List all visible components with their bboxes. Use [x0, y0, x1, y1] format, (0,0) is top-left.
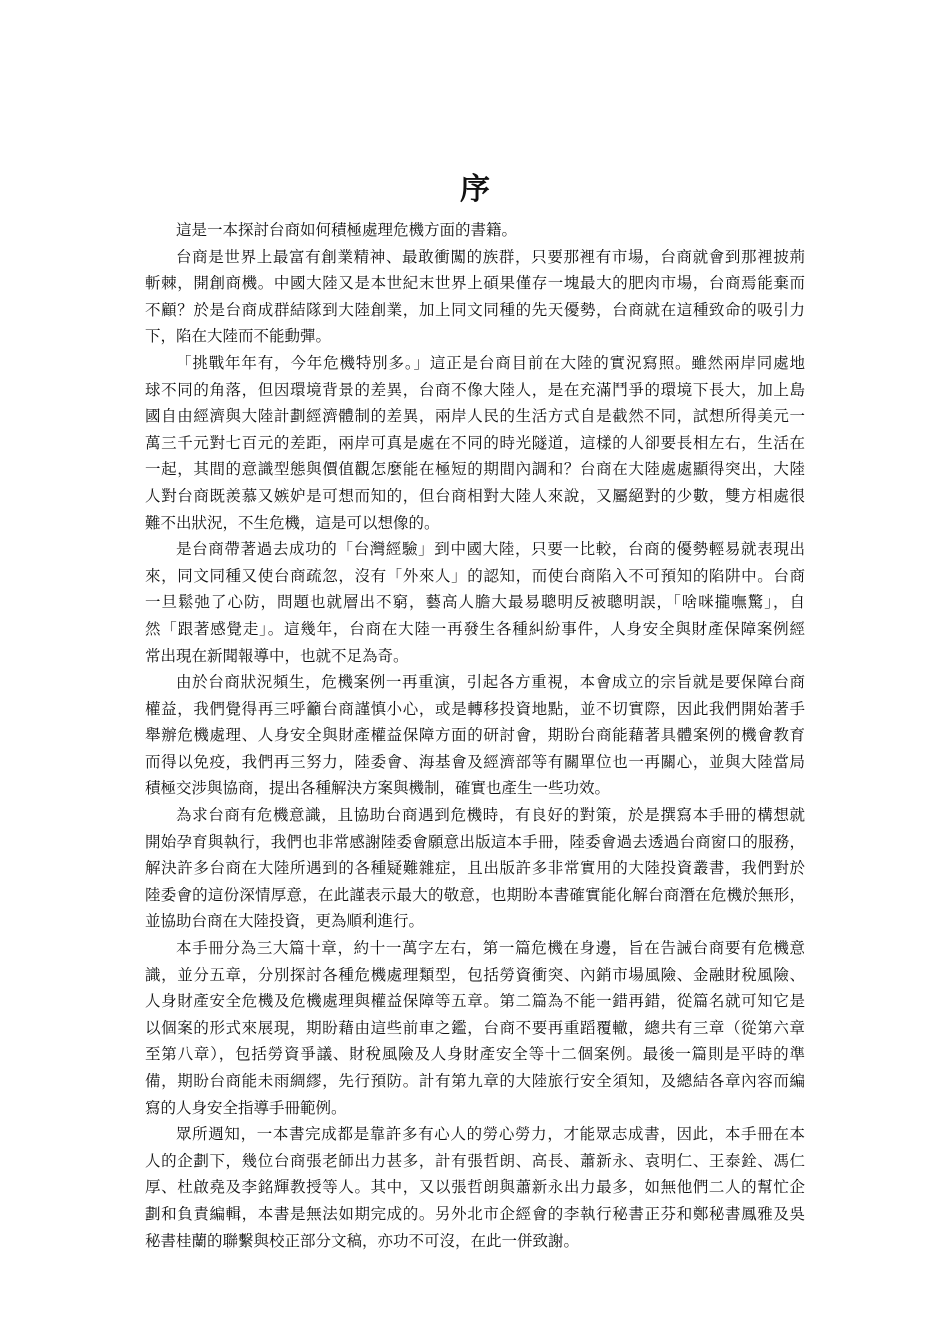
text-line: 秘書桂蘭的聯繫與校正部分文稿，亦功不可沒，在此一併致謝。 — [145, 1231, 580, 1250]
text-line: 人對台商既羨慕又嫉妒是可想而知的，但台商相對大陸人來說，又屬絕對的少數，雙方相處很 — [145, 486, 805, 505]
text-line: 劃和負責編輯，本書是無法如期完成的。另外北市企經會的李執行秘書正芬和鄭秘書鳳雅及吳 — [145, 1204, 805, 1223]
text-line: 台商是世界上最富有創業精神、最敢衝闖的族群，只要那裡有市場，台商就會到那裡披荊 — [176, 247, 805, 266]
text-line: 「挑戰年年有，今年危機特別多。」這正是台商目前在大陸的實況寫照。雖然兩岸同處地 — [176, 353, 805, 372]
text-line: 開始孕育與執行，我們也非常感謝陸委會願意出版這本手冊，陸委會過去透過台商窗口的服務， — [145, 832, 805, 851]
text-line: 為求台商有危機意識，且協助台商遇到危機時，有良好的對策，於是撰寫本手冊的構想就 — [176, 806, 805, 825]
paragraph — [145, 350, 805, 536]
text-line: 識，並分五章，分別探討各種危機處理類型，包括勞資衝突、內銷市場風險、金融財稅風險、 — [145, 965, 805, 984]
text-line: 難不出狀況，不生危機，這是可以想像的。 — [145, 513, 440, 532]
text-line: 來，同文同種又使台商疏忽，沒有「外來人」的認知，而使台商陷入不可預知的陷阱中。台商 — [145, 566, 805, 585]
text-line: 不顧？於是台商成群結隊到大陸創業，加上同文同種的先天優勢，台商就在這種致命的吸引力 — [145, 300, 805, 319]
text-line: 寫的人身安全指導手冊範例。 — [145, 1098, 347, 1117]
text-line: 是台商帶著過去成功的「台灣經驗」到中國大陸，只要一比較，台商的優勢輕易就表現出 — [176, 540, 805, 559]
paragraph — [145, 669, 805, 802]
text-line: 厚、杜啟堯及李銘輝教授等人。其中，又以張哲朗與蕭新永出力最多，如無他們二人的幫忙企 — [145, 1178, 805, 1197]
text-line: 權益，我們覺得再三呼籲台商謹慎小心，或是轉移投資地點，並不切實際，因此我們開始著手 — [145, 699, 805, 718]
text-line: 並協助台商在大陸投資，更為順利進行。 — [145, 912, 425, 931]
text-line: 一起，其間的意識型態與價值觀怎麼能在極短的期間內調和？台商在大陸處處顯得突出，大陸 — [145, 460, 805, 479]
text-line: 陸委會的這份深情厚意，在此謹表示最大的敬意，也期盼本書確實能化解台商潛在危機於無形， — [145, 885, 805, 904]
text-line: 由於台商狀況頻生，危機案例一再重演，引起各方重視，本會成立的宗旨就是要保障台商 — [176, 673, 805, 692]
text-line: 一旦鬆弛了心防，問題也就層出不窮，藝高人膽大最易聰明反被聰明誤，「啥咪攏嘸驚」，自 — [145, 593, 805, 612]
text-line: 斬棘，開創商機。中國大陸又是本世紀末世界上碩果僅存一塊最大的肥肉市場，台商焉能棄而 — [145, 274, 805, 293]
text-line: 舉辦危機處理、人身安全與財產權益保障方面的研討會，期盼台商能藉著具體案例的機會教育 — [145, 726, 805, 745]
text-line: 解決許多台商在大陸所遇到的各種疑難雜症，且出版許多非常實用的大陸投資叢書，我們對於 — [145, 859, 805, 878]
text-line: 而得以免疫，我們再三努力，陸委會、海基會及經濟部等有關單位也一再關心，並與大陸當局 — [145, 752, 805, 771]
text-line: 常出現在新聞報導中，也就不足為奇。 — [145, 646, 409, 665]
text-line: 積極交涉與協商，提出各種解決方案與機制，確實也產生一些功效。 — [145, 779, 611, 798]
text-line: 然「跟著感覺走」。這幾年，台商在大陸一再發生各種糾紛事件，人身安全與財產保障案例經 — [145, 619, 805, 638]
text-line: 下，陷在大陸而不能動彈。 — [145, 327, 332, 346]
paragraph — [145, 802, 805, 935]
paragraph — [145, 935, 805, 1121]
text-line: 以個案的形式來展現，期盼藉由這些前車之鑑，台商不要再重蹈覆轍，總共有三章（從第六章 — [145, 1018, 805, 1037]
text-line: 國自由經濟與大陸計劃經濟體制的差異，兩岸人民的生活方式自是截然不同，試想所得美元一 — [145, 407, 805, 426]
paragraph — [145, 1121, 805, 1254]
text-line: 人身財產安全危機及危機處理與權益保障等五章。第二篇為不能一錯再錯，從篇名就可知它是 — [145, 992, 805, 1011]
text-line: 至第八章），包括勞資爭議、財稅風險及人身財產安全等十二個案例。最後一篇則是平時的準 — [145, 1045, 805, 1064]
text-line: 萬三千元對七百元的差距，兩岸可真是處在不同的時光隧道，這樣的人卻要長相左右，生活在 — [145, 433, 805, 452]
text-line: 眾所週知，一本書完成都是靠許多有心人的勞心勞力，才能眾志成書，因此，本手冊在本 — [176, 1125, 805, 1144]
paragraph — [145, 244, 805, 350]
paragraph — [145, 536, 805, 669]
text-line: 這是一本探討台商如何積極處理危機方面的書籍。 — [176, 221, 518, 239]
preface-body — [145, 217, 805, 1254]
text-line: 球不同的角落，但因環境背景的差異，台商不像大陸人，是在充滿鬥爭的環境下長大，加上島 — [145, 380, 805, 399]
paragraph — [145, 217, 805, 244]
text-line: 備，期盼台商能未雨綢繆，先行預防。計有第九章的大陸旅行安全須知，及總結各章內容而編 — [145, 1072, 805, 1090]
text-line: 本手冊分為三大篇十章，約十一萬字左右，第一篇危機在身邊，旨在告誡台商要有危機意 — [176, 939, 805, 958]
text-line: 人的企劃下，幾位台商張老師出力甚多，計有張哲朗、高長、蕭新永、袁明仁、王泰銓、馮仁 — [145, 1151, 805, 1170]
page-title: 序 — [460, 172, 490, 207]
